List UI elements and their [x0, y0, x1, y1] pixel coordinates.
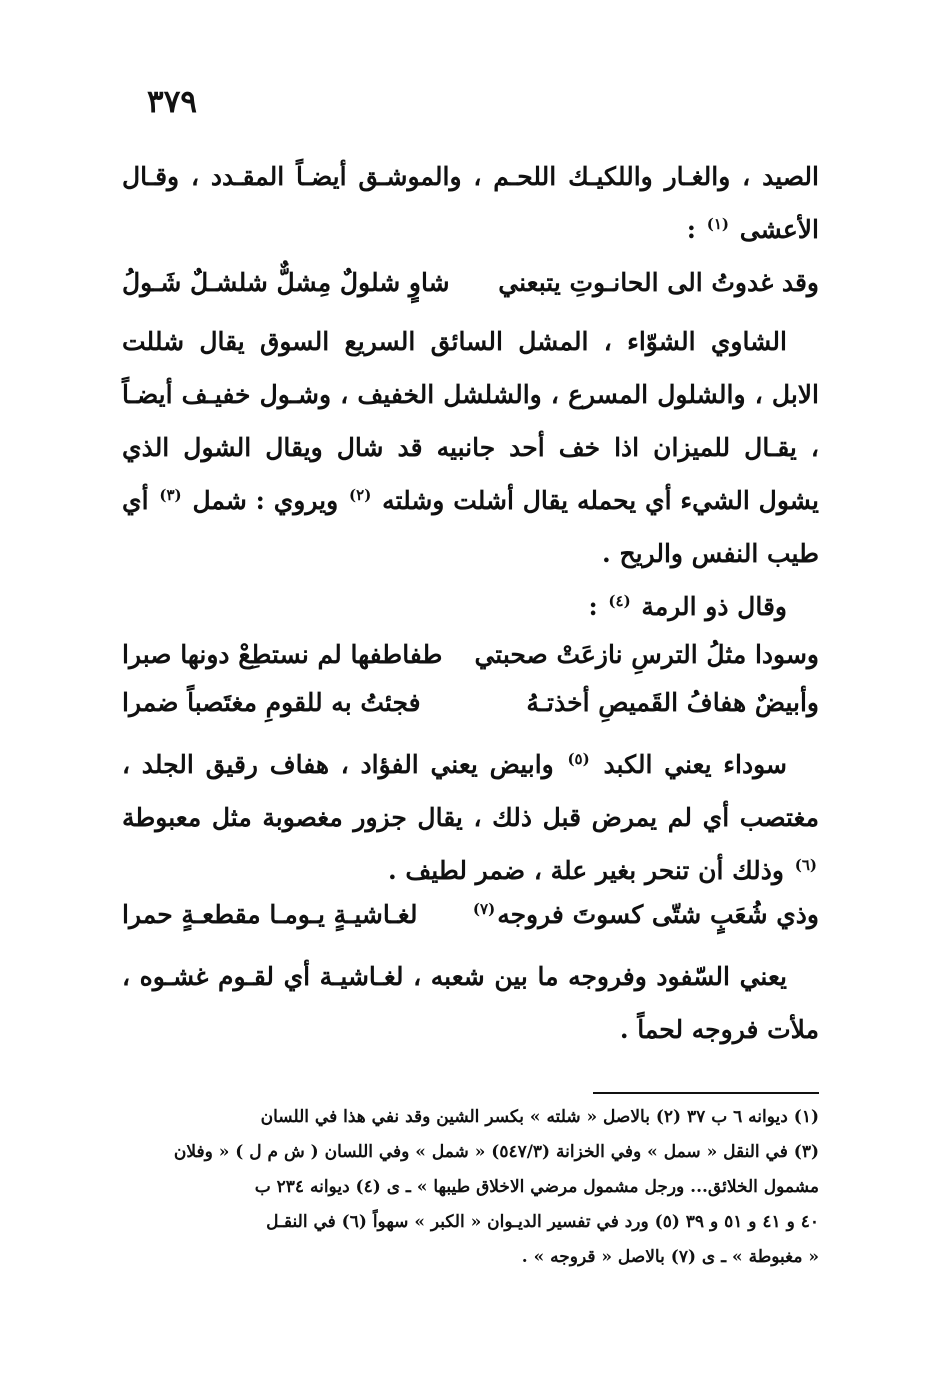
paragraph-4	[122, 738, 819, 897]
footnote-ref: (٤)	[608, 591, 631, 610]
footnote-ref: (٣)	[159, 485, 182, 504]
verse-hemistich-first	[471, 888, 819, 941]
paragraph-text: :	[686, 215, 697, 244]
verse-hemistich-second: شاوٍ شلولٌ مِشلٌّ شلشـلٌ شَـولُ	[122, 268, 450, 297]
paragraph-5	[122, 950, 819, 1056]
footnote-ref: (٥)	[567, 749, 590, 768]
paragraph-text: الشاوي الشوّاء ، المشل السائق السريع السوق يقال شللت الابل ، والشلول المسرع ، والشلشل الخفيف ، وشـول خفيـف أيضـاً ، يقـال للميزان اذا خف أحد جانبيه قد شال ويقال الشول الذي يشول الشيء أي يحمله يقال أشلت وشلته	[122, 327, 819, 515]
verse-hemistich-second: فجئتُ به للقومِ مغتَصباً ضمرا	[122, 688, 421, 717]
footnote-line: مشمول الخلائق... ورجل مشمول مرضي الاخلاق طيبها » ـ ى (٤) ديوانه ٢٣٤ ب	[254, 1177, 819, 1197]
verse-line-4	[122, 888, 819, 941]
paragraph-1	[122, 150, 819, 256]
footnote-line: « مغبوطة » ـ ى (٧) بالاصل « قروجه » .	[521, 1247, 819, 1267]
verse-line-2	[122, 628, 819, 681]
footnote-ref: (١)	[706, 214, 730, 233]
verse-hemistich-second: لغـاشيـةٍ يـومـا مقطعـةٍ حمرا	[122, 900, 418, 929]
verse-text: وذي شُعَبٍ شتّى كسوتَ فروجه	[497, 900, 819, 929]
paragraph-text: وابيض يعني الفؤاد ، هفاف رقيق الجلد ، مغتصب أي لم يمرض قبل ذلك ، يقال جزور مغصوبة مثل معبوطة	[122, 750, 819, 832]
verse-line-1	[122, 256, 819, 309]
paragraph-text: ويروي : شمل	[192, 486, 339, 515]
paragraph-text: :	[588, 592, 598, 621]
footnote-ref: (٢)	[349, 485, 372, 504]
paragraph-text: الصيد ، والغـار واللكيـك اللحـم ، والموشـق أيضـاً المقـدد ، وقـال الأعشى	[122, 162, 819, 244]
verse-hemistich-first: وأبيضٌ هفافُ القَميصِ أخذتـهُ	[526, 688, 819, 717]
verse-hemistich-first: وقد غدوتُ الى الحانـوتِ يتبعني	[498, 268, 819, 297]
paragraph-3	[122, 580, 819, 633]
verse-line-3	[122, 676, 819, 729]
footnote-divider	[593, 1092, 819, 1094]
paragraph-text: سوداء يعني الكبد	[603, 750, 787, 779]
paragraph-text: يعني السّفود وفروجه ما بين شعبه ، لغـاشيـة أي لقـوم غشـوه ، ملأت فروجه لحماً .	[122, 962, 819, 1044]
footnote-line: (٣) في النقل « سمل » وفي الخزانة (٥٤٧/٣) « شمل » وفي اللسان ( ش م ل ) « وفلان	[173, 1142, 819, 1162]
paragraph-text: أي طيب النفس والريح .	[122, 486, 819, 568]
paragraph-2	[122, 315, 819, 580]
footnote-line: ٤٠ و ٤١ و ٥١ و ٣٩ (٥) ورد في تفسير الديـوان « الكبر » سهواً (٦) في النقـل	[266, 1212, 819, 1232]
page-number: ٣٧٩	[147, 84, 197, 120]
verse-hemistich-first: وسودا مثلُ الترسِ نازعَتْ صحبتي	[474, 640, 819, 669]
footnote-line: (١) ديوانه ٦ ب ٣٧ (٢) بالاصل « شلته » بكسر الشين وقد نفي هذا في اللسان	[260, 1107, 819, 1127]
paragraph-text: وقال ذو الرمة	[641, 592, 787, 621]
footnotes	[122, 1100, 819, 1275]
verse-hemistich-second: طفاطفها لم نستطِعْ دونها صبرا	[122, 640, 443, 669]
paragraph-text: وذلك أن تنحر بغير علة ، ضمر لطيف .	[387, 856, 784, 885]
footnote-ref: (٧)	[472, 899, 496, 918]
footnote-ref: (٦)	[794, 855, 817, 874]
